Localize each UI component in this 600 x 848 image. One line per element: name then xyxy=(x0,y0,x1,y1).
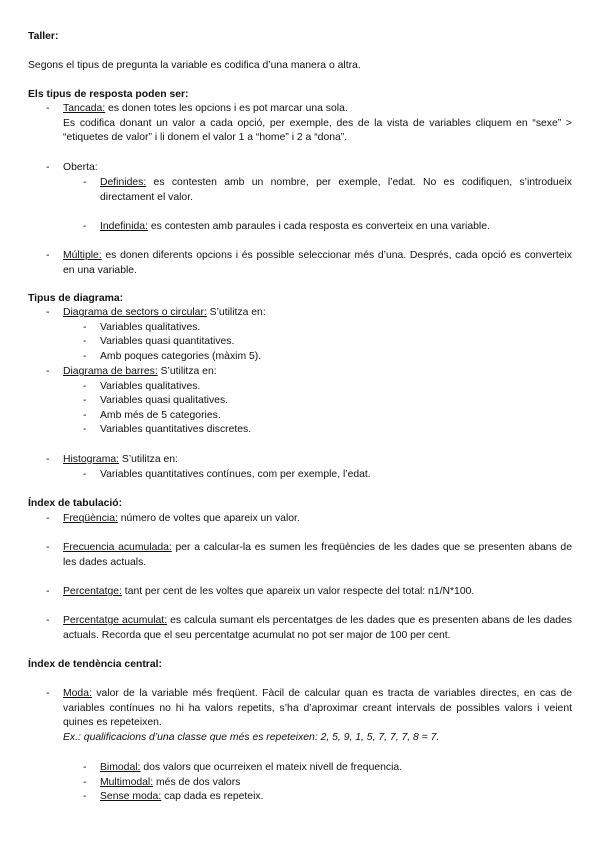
histograma-text: S’utilitza en: xyxy=(119,454,178,465)
percentatge-acumulat-text: es calcula sumant els percentatges de les dades que es presenten abans de les dades actuals. Recorda que el seu percentatge acumulat no pot ser major de 100 per cent. xyxy=(63,615,572,641)
frequencia-text: número de voltes que apareix un valor. xyxy=(117,513,300,524)
sense-moda-term: Sense moda: xyxy=(100,791,162,803)
multiple-item xyxy=(28,249,572,278)
bullet: - xyxy=(83,321,87,333)
bullet: - xyxy=(46,103,50,114)
sectors-subitem: Variables quasi quantitatives. xyxy=(100,336,235,348)
bullet: - xyxy=(46,513,50,524)
bullet: - xyxy=(46,542,50,553)
bullet: - xyxy=(46,366,50,377)
indefinida-term: Indefinida: xyxy=(100,221,148,232)
taller-title: Taller: xyxy=(28,31,59,42)
multimodal-text: més de dos valors xyxy=(153,776,241,788)
percentatge-acumulat-term: Percentatge acumulat: xyxy=(63,615,168,626)
barres-subitem: Variables quasi qualitatives. xyxy=(100,395,229,407)
multimodal-term: Multimodal: xyxy=(100,776,154,788)
definides-text: es contesten amb un nombre, per exemple, l’edat. No es codifiquen, s’introdueix directament el valor. xyxy=(100,177,572,203)
histograma-term: Histograma: xyxy=(63,454,120,465)
bullet: - xyxy=(83,468,87,480)
index-tendencia-heading: Índex de tendència central: xyxy=(28,659,162,670)
percentatge-item xyxy=(28,585,572,600)
multiple-term: Múltiple: xyxy=(63,250,102,261)
indefinida-text: es contesten amb paraules i cada resposta es converteix en una variable. xyxy=(147,221,490,232)
bullet: - xyxy=(83,776,87,788)
percentatge-text: tant per cent de les voltes que apareix un valor respecte del total: n1/N*100. xyxy=(121,586,475,597)
bullet: - xyxy=(83,395,87,407)
sense-moda-text: cap dada es repeteix. xyxy=(161,791,264,803)
indefinida-item xyxy=(28,220,572,235)
histograma-subitem: Variables quantitatives contínues, com per exemple, l’edat. xyxy=(100,468,371,480)
sectors-item xyxy=(28,306,572,364)
bullet: - xyxy=(46,162,50,173)
bullet: - xyxy=(83,424,87,436)
percentatge-term: Percentatge: xyxy=(63,586,122,597)
definides-item xyxy=(28,176,572,205)
bullet: - xyxy=(46,454,50,465)
histograma-item xyxy=(28,453,572,482)
bullet: - xyxy=(83,380,87,392)
barres-term: Diagrama de barres: xyxy=(63,366,158,377)
index-tabulacio-heading: Índex de tabulació: xyxy=(28,498,123,509)
bullet: - xyxy=(46,586,50,597)
barres-subitem: Amb més de 5 categories. xyxy=(100,409,221,421)
percentatge-acumulat-item xyxy=(28,614,572,643)
barres-text: S’utilitza en: xyxy=(157,366,217,377)
oberta-label: Oberta: xyxy=(63,162,98,173)
tancada-item xyxy=(28,102,572,146)
bimodal-text: dos valors que ocurreixen el mateix nivell de frequencia. xyxy=(140,762,403,773)
tipus-diagrama-heading: Tipus de diagrama: xyxy=(28,293,124,304)
moda-example: Ex.: qualificacions d’una classe que més es repeteixen: 2, 5, 9, 1, 5, 7, 7, 7, 8 = 7. xyxy=(63,731,440,743)
frequencia-term: Freqüència: xyxy=(63,513,118,524)
multiple-text: es donen diferents opcions i és possible seleccionar més d’una. Després, cada opció es converteix en una variable. xyxy=(63,250,572,276)
bimodal-term: Bimodal: xyxy=(100,762,141,773)
oberta-item xyxy=(28,161,572,176)
bullet: - xyxy=(83,221,87,232)
sectors-term: Diagrama de sectors o circular: xyxy=(63,307,207,318)
barres-subitem: Variables quantitatives discretes. xyxy=(100,424,252,436)
bullet: - xyxy=(83,791,87,803)
barres-item xyxy=(28,365,572,438)
barres-subitem: Variables qualitatives. xyxy=(100,380,201,392)
tipus-resposta-heading: Els tipus de resposta poden ser: xyxy=(28,89,189,100)
frequencia-acumulada-term: Frecuencia acumulada: xyxy=(63,542,172,553)
frequencia-item xyxy=(28,512,572,527)
bullet: - xyxy=(46,688,50,699)
bimodal-item xyxy=(28,761,572,805)
moda-term: Moda: xyxy=(63,688,92,699)
taller-intro: Segons el tipus de pregunta la variable es codifica d’una manera o altra. xyxy=(28,60,361,71)
bullet: - xyxy=(83,336,87,348)
frequencia-acumulada-text: per a calcular-la es sumen les freqüències de les dades que se presenten abans de les dades actuals. xyxy=(63,542,572,568)
bullet: - xyxy=(83,350,87,362)
tancada-text: es donen totes les opcions i es pot marcar una sola. xyxy=(105,103,348,114)
moda-text: valor de la variable més freqüent. Fàcil de calcular quan es tracta de variables directes, en cas de variables contínues no hi ha valors repetits, s’ha d’aproximar creant intervals de possibles valors i veient quines es repeteixen. xyxy=(63,688,572,729)
moda-item xyxy=(28,687,572,745)
definides-term: Definides: xyxy=(100,177,147,188)
sectors-subitem: Amb poques categories (màxim 5). xyxy=(100,350,262,362)
bullet: - xyxy=(46,307,50,318)
sectors-text: S’utilitza en: xyxy=(206,307,266,318)
tancada-extra: Es codifica donant un valor a cada opció, per exemple, des de la vista de variables cliquem en “sexe” > “etiquetes de valor” i li donem el valor 1 a “home” i 2 a “dona”. xyxy=(63,117,572,144)
bullet: - xyxy=(46,250,50,261)
bullet: - xyxy=(83,177,87,188)
bullet: - xyxy=(83,409,87,421)
tancada-term: Tancada: xyxy=(63,103,106,114)
frequencia-acumulada-item xyxy=(28,541,572,570)
bullet: - xyxy=(83,762,87,773)
bullet: - xyxy=(46,615,50,626)
sectors-subitem: Variables qualitatives. xyxy=(100,321,201,333)
